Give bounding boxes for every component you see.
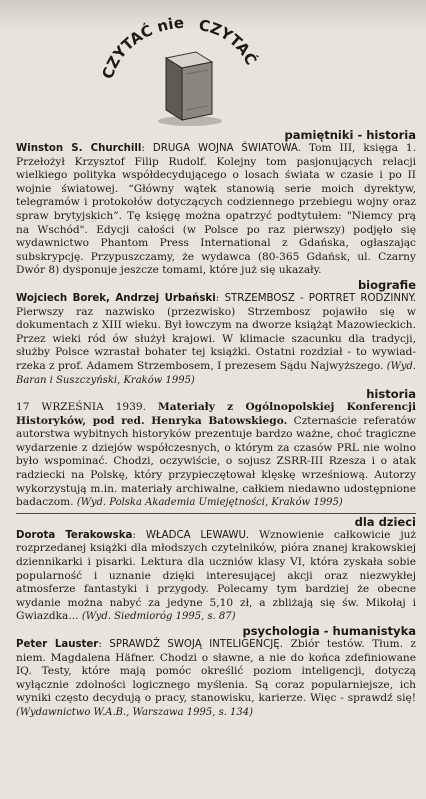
- review-source: (Wydawnictwo W.A.B., Warszawa 1995, s. 134): [16, 706, 254, 718]
- review-source: (Wyd. Siedmioróg 1995, s. 87): [81, 611, 236, 623]
- review-date: 17 WRZEŚNIA 1939.: [16, 401, 147, 414]
- logo-text-right: CZYTAĆ: [197, 16, 261, 68]
- category-heading: biografie: [357, 277, 416, 292]
- category-heading: pamiętniki - historia: [284, 128, 416, 142]
- review-author: Winston S. Churchill: [16, 143, 142, 154]
- review-title: Materiały z Ogólnopolskiej Konferencji Historyków, pod red. Henryka Batowskiego.: [16, 401, 416, 427]
- review-body: Czternaście referatów autorstwa wybitnych historyków prezentuje bardzo ważne, choć tragiczne wydarzenie z dziejów współczesnych, o którym za czasów PRL nie wolno było wspominać. Chodzi, oczywiście, o sojusz ZSRR-III Rzesza i o atak radziecki na Polskę, który przypieczętował klęskę wrześniową. Autorzy wykorzystują m.in. materiały archiwalne, całkiem niedawno udostępnione badaczom.: [16, 414, 417, 509]
- review-title: SPRAWDŹ SWOJĄ INTELIGENCJĘ.: [109, 639, 283, 650]
- review-entry: Dorota Terakowska: WŁADCA LEWAWU. Wznowienie całkowicie już rozprzedanej książki dla młodszych czytelników, pióra znanej krakowskiej dziennikarki i pisarki. Lektura dla uczniów klasy VI, która zyskała sobie popularność i uznanie dzięki interesującej akcji oraz niezwykłej atmosferze fantastyki i przygody. Polecamy tym bardziej że obecne wydanie można nabyć za jedyne 5,10 zł, a zbliżają się św. Mikołaj i Gwiazdka... (Wyd. Siedmioróg 1995, s. 87): [16, 528, 417, 623]
- review-entry: Winston S. Churchill: DRUGA WOJNA ŚWIATOWA. Tom III, księga 1. Przełożył Krzysztof Filip Rudolf. Kolejny tom pasjonujących relacji wielkiego polityka współdecydującego o losach świata w czasie i po II wojnie światowej. “Główny wątek stanowią serie moich dyrektyw, telegramów i protokołów dotyczących codziennego przebiegu wojny oraz spraw brytyjskich”. Tę księgę można opatrzyć podtytułem: "Niemcy prą na Wschód". Edycji całości (w Polsce po raz pierwszy) podjęło się wydawnictwo Phantom Press International z Gdańska, ogłaszając subskrypcję. Przypuszczamy, że wydawca (80-365 Gdańsk, ul. Czarny Dwór 8) dysponuje jeszcze tomami, które już się ukazały.: [16, 142, 416, 277]
- section-divider: [16, 513, 416, 514]
- category-heading: psychologia - humanistyka: [242, 624, 416, 638]
- review-title: STRZEMBOSZ - PORTRET RODZINNY.: [224, 292, 416, 304]
- review-author: Dorota Terakowska: [16, 529, 133, 541]
- review-source: (Wyd. Baran i Suszczyński, Kraków 1995): [16, 360, 416, 386]
- review-author: Peter Lauster: [16, 639, 99, 650]
- review-body: Pierwszy raz nazwisko (przezwisko) Strzembosz pojawiło się w dokumentach z XIII wieku. Był łowczym na dworze książąt Mazowieckich. Przez wieki ród ów służył krajowi. W klimacie szacunku dla tradycji, służby Polsce wzrastał bohater tej książki. Ostatni rozdział - to wywiad-rzeka z prof. Adamem Strzembosem, I prezesem Sądu Najwyższego.: [16, 305, 416, 372]
- book-icon: [158, 52, 222, 126]
- category-heading: historia: [366, 387, 416, 402]
- review-entry: Wojciech Borek, Andrzej Urbański: STRZEMBOSZ - PORTRET RODZINNY. Pierwszy raz nazwisko (przezwisko) Strzembosz pojawiło się w dokumentach z XIII wieku. Był łowczym na dworze książąt Mazowieckich. Przez wieki ród ów służył krajowi. W klimacie szacunku dla tradycji, służby Polsce wzrastał bohater tej książki. Ostatni rozdział - to wywiad-rzeka z prof. Adamem Strzembosem, I prezesem Sądu Najwyższego. (Wyd. Baran i Suszczyński, Kraków 1995): [16, 291, 416, 386]
- review-body: Wznowienie całkowicie już rozprzedanej książki dla młodszych czytelników, pióra znanej krakowskiej dziennikarki i pisarki. Lektura dla uczniów klasy VI, która zyskała sobie popularność i uznanie dzięki interesującej akcji oraz niezwykłej atmosferze fantastyki i przygody. Polecamy tym bardziej że obecne wydanie można nabyć za jedyne 5,10 zł, a zbliżają się św. Mikołaj i Gwiazdka...: [16, 528, 417, 623]
- column-logo: [0, 0, 426, 128]
- review-title: DRUGA WOJNA ŚWIATOWA.: [152, 143, 301, 154]
- review-source: (Wyd. Polska Akademia Umiejętności, Kraków 1995): [76, 497, 343, 509]
- review-body: Tom III, księga 1. Przełożył Krzysztof Filip Rudolf. Kolejny tom pasjonujących relacji wielkiego polityka współdecydującego o losach świata w czasie i po II wojnie światowej. “Główny wątek stanowią serie moich dyrektyw, telegramów i protokołów dotyczących codziennego przebiegu wojny oraz spraw brytyjskich”. Tę księgę można opatrzyć podtytułem: "Niemcy prą na Wschód". Edycji całości (w Polsce po raz pierwszy) podjęło się wydawnictwo Phantom Press International z Gdańska, ogłaszając subskrypcję. Przypuszczamy, że wydawca (80-365 Gdańsk, ul. Czarny Dwór 8) dysponuje jeszcze tomami, które już się ukazały.: [16, 142, 416, 277]
- logo-text-left: CZYTAĆ nie: [98, 13, 185, 82]
- reviews-column: [16, 128, 416, 720]
- review-body: Zbiór testów. Tłum. z niem. Magdalena Häfner. Chodzi o sławne, a nie do końca zdefiniowane IQ. Testy, które mają pomóc określić poziom inteligencji, dotyczą wyłącznie zdolności logicznego myślenia. Są coraz popularniejsze, ich wyniki często decydują o pracy, stanowisku, karierze. Więc - sprawdź się!: [16, 638, 417, 705]
- review-title: WŁADCA LEWAWU.: [145, 529, 250, 541]
- review-author: Wojciech Borek, Andrzej Urbański: [16, 292, 216, 304]
- review-entry: Peter Lauster: SPRAWDŹ SWOJĄ INTELIGENCJĘ. Zbiór testów. Tłum. z niem. Magdalena Häfner. Chodzi o sławne, a nie do końca zdefiniowane IQ. Testy, które mają pomóc określić poziom inteligencji, dotyczą wyłącznie zdolności logicznego myślenia. Są coraz popularniejsze, ich wyniki często decydują o pracy, stanowisku, karierze. Więc - sprawdź się! (Wydawnictwo W.A.B., Warszawa 1995, s. 134): [16, 638, 417, 718]
- review-entry: [16, 401, 416, 510]
- category-heading: dla dzieci: [354, 514, 416, 529]
